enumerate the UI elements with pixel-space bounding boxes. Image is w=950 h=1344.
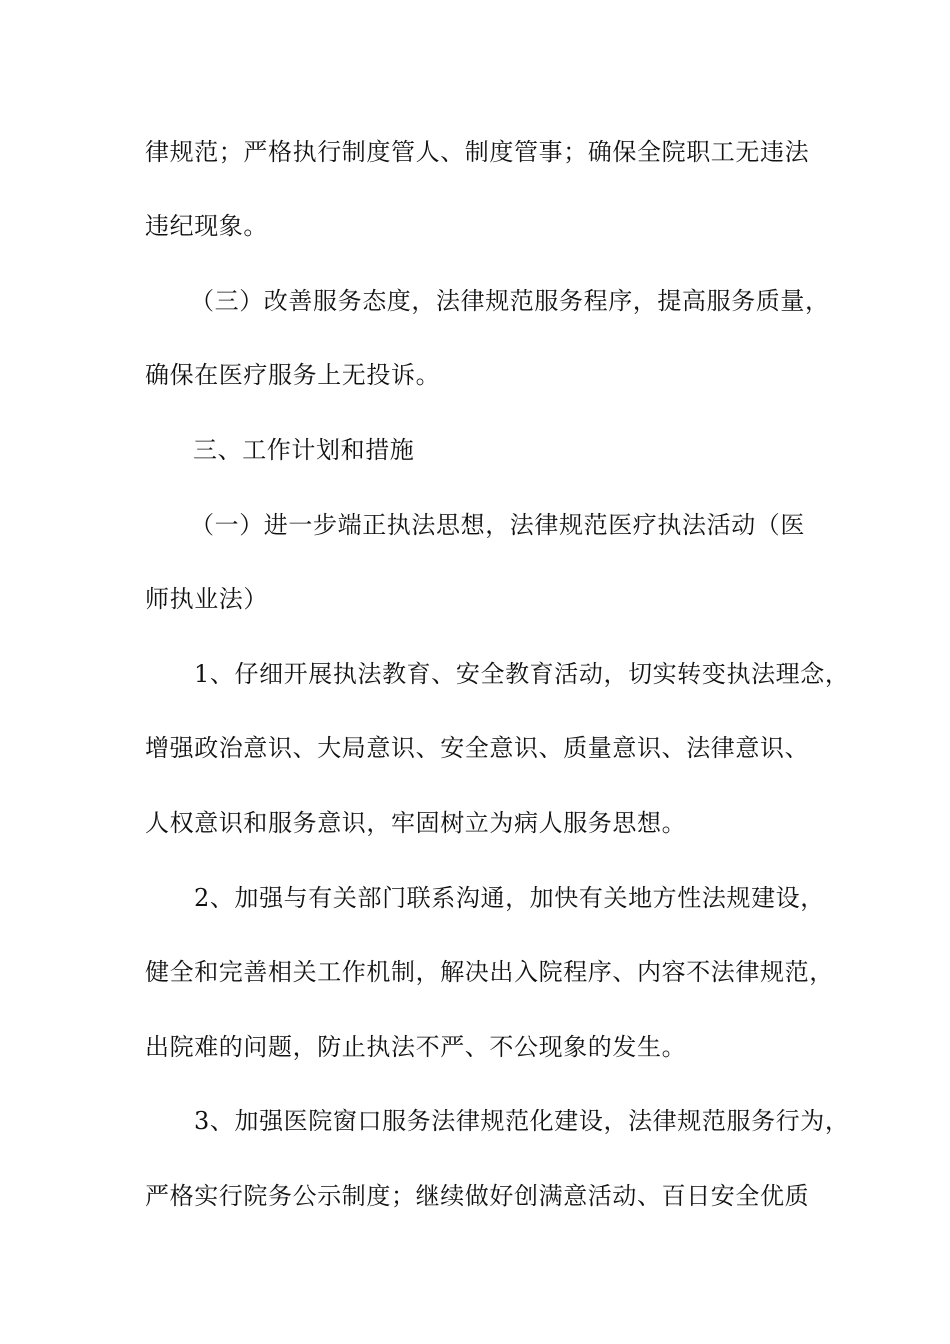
- text-line: 1、仔细开展执法教育、安全教育活动，切实转变执法理念，: [194, 660, 850, 688]
- text-line: 确保在医疗服务上无投诉。: [145, 361, 441, 389]
- text-line: 律规范；严格执行制度管人、制度管事；确保全院职工无违法: [145, 138, 810, 166]
- section-heading: 三、工作计划和措施: [193, 436, 415, 464]
- text-line: （三）改善服务态度，法律规范服务程序，提高服务质量，: [190, 287, 830, 315]
- text-line: 师执业法）: [145, 585, 268, 613]
- text-line: 3、加强医院窗口服务法律规范化建设，法律规范服务行为，: [194, 1107, 850, 1135]
- text-line: （一）进一步端正执法思想，法律规范医疗执法活动（医: [190, 511, 805, 539]
- text-line: 出院难的问题，防止执法不严、不公现象的发生。: [145, 1033, 687, 1061]
- text-line: 增强政治意识、大局意识、安全意识、质量意识、法律意识、: [145, 734, 810, 762]
- text-line: 严格实行院务公示制度；继续做好创满意活动、百日安全优质: [145, 1182, 810, 1210]
- text-line: 违纪现象。: [145, 212, 268, 240]
- text-line: 人权意识和服务意识，牢固树立为病人服务思想。: [145, 809, 687, 837]
- text-line: 健全和完善相关工作机制，解决出入院程序、内容不法律规范，: [145, 958, 834, 986]
- text-line: 2、加强与有关部门联系沟通，加快有关地方性法规建设，: [194, 884, 825, 912]
